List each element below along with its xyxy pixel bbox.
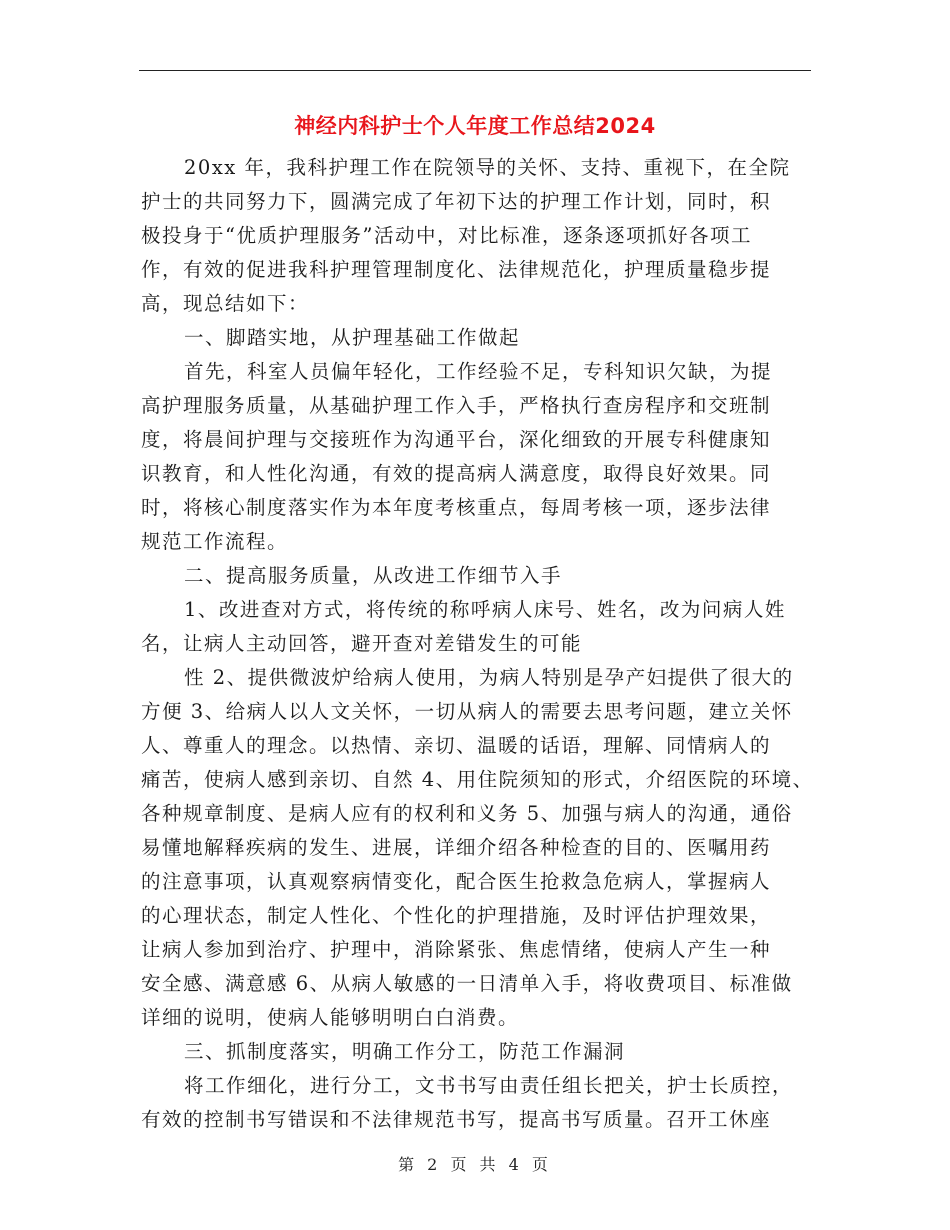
- text-line: 的心理状态，制定人性化、个性化的护理措施，及时评估护理效果，: [141, 904, 772, 927]
- text-line: 将工作细化，进行分工，文书书写由责任组长把关，护士长质控，: [184, 1074, 794, 1097]
- document-body: [141, 151, 821, 1137]
- text-line: 让病人参加到治疗、护理中，消除紧张、焦虑情绪，使病人产生一种: [141, 938, 772, 961]
- text-line: 痛苦，使病人感到亲切、自然 4、用住院须知的形式，介绍医院的环境、: [141, 768, 814, 791]
- text-line: 性 2、提供微波炉给病人使用，为病人特别是孕产妇提供了很大的: [184, 666, 794, 689]
- header-rule: [139, 70, 811, 71]
- text-line: 时，将核心制度落实作为本年度考核重点，每周考核一项，逐步法律: [141, 496, 772, 519]
- text-line: 高护理服务质量，从基础护理工作入手，严格执行查房程序和交班制: [141, 394, 772, 417]
- text-line: 安全感、满意感 6、从病人敏感的一日清单入手，将收费项目、标准做: [141, 972, 793, 995]
- text-line: 有效的控制书写错误和不法律规范书写，提高书写质量。召开工休座: [141, 1108, 772, 1131]
- text-line: 一、脚踏实地，从护理基础工作做起: [184, 326, 521, 349]
- text-line: 各种规章制度、是病人应有的权利和义务 5、加强与病人的沟通，通俗: [141, 802, 793, 825]
- document-title: 神经内科护士个人年度工作总结2024: [294, 114, 656, 138]
- text-line: 1、改进查对方式，将传统的称呼病人床号、姓名，改为问病人姓: [184, 598, 786, 621]
- text-line: 作，有效的促进我科护理管理制度化、法律规范化，护理质量稳步提: [141, 258, 772, 281]
- text-line: 名，让病人主动回答，避开查对差错发生的可能: [141, 632, 583, 655]
- page-number-footer: 第 2 页 共 4 页: [398, 1155, 552, 1174]
- text-line: 识教育，和人性化沟通，有效的提高病人满意度，取得良好效果。同: [141, 462, 772, 485]
- text-line: 的注意事项，认真观察病情变化，配合医生抢救急危病人，掌握病人: [141, 870, 772, 893]
- text-line: 首先，科室人员偏年轻化，工作经验不足，专科知识欠缺，为提: [184, 360, 773, 383]
- text-line: 详细的说明，使病人能够明明白白消费。: [141, 1006, 520, 1029]
- text-line: 三、抓制度落实，明确工作分工，防范工作漏洞: [184, 1040, 626, 1063]
- text-line: 护士的共同努力下，圆满完成了年初下达的护理工作计划，同时，积: [141, 190, 772, 213]
- text-line: 20xx 年，我科护理工作在院领导的关怀、支持、重视下，在全院: [184, 156, 791, 179]
- text-line: 高，现总结如下：: [141, 292, 310, 315]
- text-line: 极投身于“优质护理服务”活动中，对比标准，逐条逐项抓好各项工: [141, 224, 752, 247]
- text-line: 易懂地解释疾病的发生、进展，详细介绍各种检查的目的、医嘱用药: [141, 836, 772, 859]
- text-line: 二、提高服务质量，从改进工作细节入手: [184, 564, 563, 587]
- text-line: 度，将晨间护理与交接班作为沟通平台，深化细致的开展专科健康知: [141, 428, 772, 451]
- text-line: 方便 3、给病人以人文关怀，一切从病人的需要去思考问题，建立关怀: [141, 700, 793, 723]
- text-line: 人、尊重人的理念。以热情、亲切、温暖的话语，理解、同情病人的: [141, 734, 772, 757]
- text-line: 规范工作流程。: [141, 530, 289, 553]
